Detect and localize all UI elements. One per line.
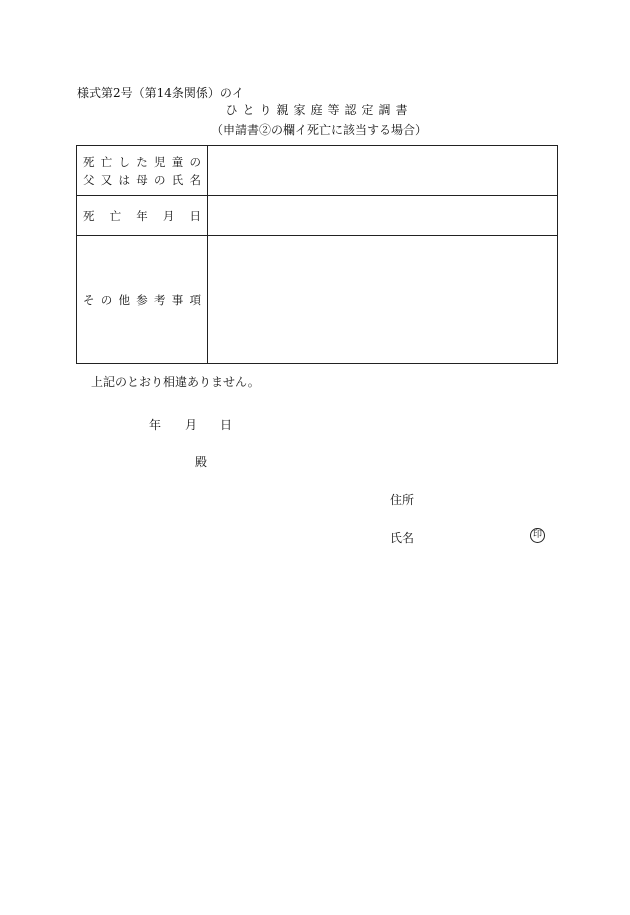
label-char: 亡 bbox=[109, 208, 122, 223]
date-day-label: 日 bbox=[220, 418, 233, 432]
label-char: の bbox=[100, 292, 113, 307]
label-char: の bbox=[189, 154, 201, 169]
label-line bbox=[83, 171, 201, 189]
value-cell-deceased-parent-name[interactable] bbox=[208, 146, 558, 196]
address-label: 住所 bbox=[390, 493, 415, 507]
certification-table bbox=[76, 145, 558, 364]
label-char: 年 bbox=[136, 208, 148, 223]
form-number-label: 様式第2号（第14条関係）のイ bbox=[77, 86, 244, 100]
table-row-deceased-parent-name bbox=[77, 146, 558, 196]
label-char: 参 bbox=[136, 292, 148, 307]
value-cell-date-of-death[interactable] bbox=[208, 196, 558, 236]
label-char: 月 bbox=[162, 208, 175, 223]
label-char: 項 bbox=[189, 292, 201, 307]
label-char: 童 bbox=[171, 154, 184, 169]
label-char: 氏 bbox=[171, 172, 184, 187]
table-row-other-notes bbox=[77, 236, 558, 364]
label-char: 日 bbox=[189, 208, 201, 223]
row-label bbox=[77, 291, 207, 309]
label-char: 母 bbox=[136, 172, 148, 187]
label-cell-deceased-parent-name bbox=[77, 146, 208, 196]
label-char: し bbox=[118, 154, 130, 169]
seal-icon: 印 bbox=[530, 528, 545, 543]
table-row-date-of-death bbox=[77, 196, 558, 236]
label-char: 又 bbox=[100, 172, 113, 187]
date-month-label: 月 bbox=[185, 418, 198, 432]
label-char: 父 bbox=[83, 172, 95, 187]
label-char: 死 bbox=[83, 208, 95, 223]
label-cell-other-notes bbox=[77, 236, 208, 364]
label-char: た bbox=[136, 154, 148, 169]
date-year-label: 年 bbox=[149, 418, 162, 432]
value-cell-other-notes[interactable] bbox=[208, 236, 558, 364]
label-line bbox=[83, 291, 201, 309]
name-label: 氏名 bbox=[390, 531, 415, 545]
label-line bbox=[83, 207, 201, 225]
addressee-suffix: 殿 bbox=[195, 455, 208, 469]
label-char: は bbox=[118, 172, 130, 187]
label-char: そ bbox=[83, 292, 95, 307]
label-char: 考 bbox=[154, 292, 166, 307]
label-char: 死 bbox=[83, 154, 95, 169]
row-label bbox=[77, 153, 207, 189]
document-title: ひとり親家庭等認定調書 bbox=[225, 103, 413, 117]
label-char: 亡 bbox=[100, 154, 113, 169]
label-char: 他 bbox=[118, 292, 130, 307]
label-char: の bbox=[154, 172, 166, 187]
label-char: 児 bbox=[154, 154, 166, 169]
document-subtitle: （申請書②の欄イ死亡に該当する場合） bbox=[210, 123, 427, 137]
label-char: 名 bbox=[189, 172, 201, 187]
row-label bbox=[77, 207, 207, 225]
label-cell-date-of-death bbox=[77, 196, 208, 236]
label-char: 事 bbox=[171, 292, 184, 307]
confirmation-statement: 上記のとおり相違ありません。 bbox=[91, 375, 260, 389]
label-line bbox=[83, 153, 201, 171]
